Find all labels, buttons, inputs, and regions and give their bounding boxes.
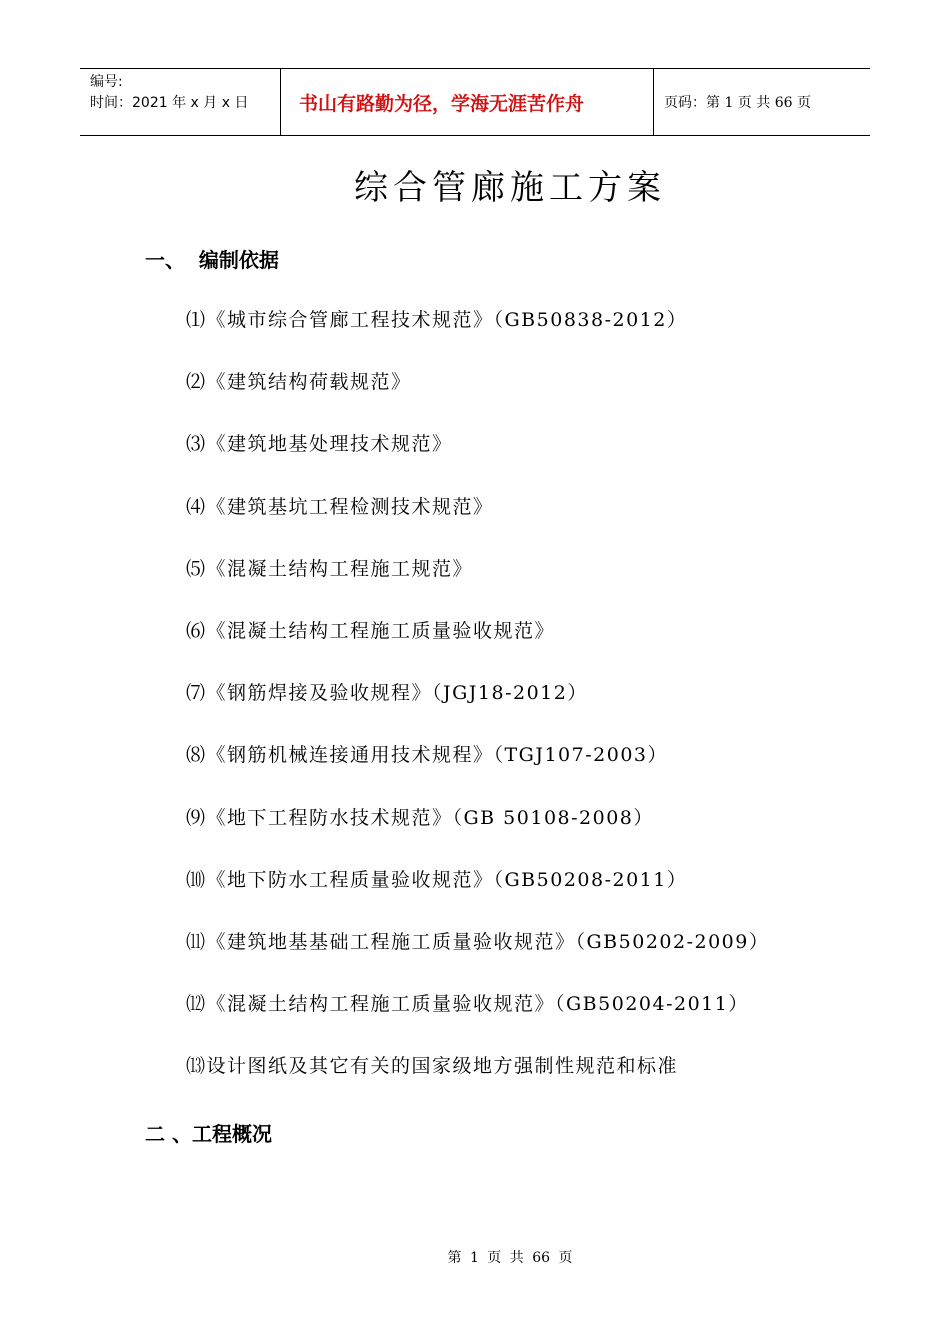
header-motto: 书山有路勤为径，学海无涯苦作舟 xyxy=(299,92,585,115)
reference-item: ⑷《建筑基坑工程检测技术规范》 xyxy=(186,495,494,518)
section-heading-basis: 一、 编制依据 xyxy=(145,248,279,272)
reference-item: ⑽《地下防水工程质量验收规范》（GB50208-2011） xyxy=(186,868,688,891)
reference-item: ⑼《地下工程防水技术规范》（GB 50108-2008） xyxy=(186,806,654,829)
reference-item: ⒀设计图纸及其它有关的国家级地方强制性规范和标准 xyxy=(186,1055,679,1078)
header-motto-cell xyxy=(281,69,654,135)
document-title: 综合管廊施工方案 xyxy=(354,168,666,208)
reference-item: ⑺《钢筋焊接及验收规程》（JGJ18-2012） xyxy=(186,682,588,705)
header-meta-cell xyxy=(80,69,281,135)
reference-item: ⑸《混凝土结构工程施工规范》 xyxy=(186,557,474,580)
reference-item: ⑿《混凝土结构工程施工质量验收规范》（GB50204-2011） xyxy=(186,993,749,1016)
reference-item: ⑹《混凝土结构工程施工质量验收规范》 xyxy=(186,619,556,642)
document-number-label: 编号: xyxy=(90,74,123,90)
page-footer: 第 1 页 共 66 页 xyxy=(447,1250,573,1266)
reference-list xyxy=(186,302,769,1110)
section-heading-overview: 二 、工程概况 xyxy=(145,1122,272,1146)
reference-item: ⑶《建筑地基处理技术规范》 xyxy=(186,433,453,456)
header-page-info: 页码：第 1 页 共 66 页 xyxy=(664,95,811,111)
reference-item: ⑾《建筑地基基础工程施工质量验收规范》（GB50202-2009） xyxy=(186,930,770,953)
reference-item: ⑻《钢筋机械连接通用技术规程》（TGJ107-2003） xyxy=(186,744,669,767)
reference-item: ⑴《城市综合管廊工程技术规范》（GB50838-2012） xyxy=(186,309,688,331)
header-table xyxy=(80,68,870,136)
header-page-cell xyxy=(654,69,870,135)
reference-item: ⑵《建筑结构荷载规范》 xyxy=(186,371,412,394)
document-date: 时间：2021 年 x 月 x 日 xyxy=(90,95,249,111)
